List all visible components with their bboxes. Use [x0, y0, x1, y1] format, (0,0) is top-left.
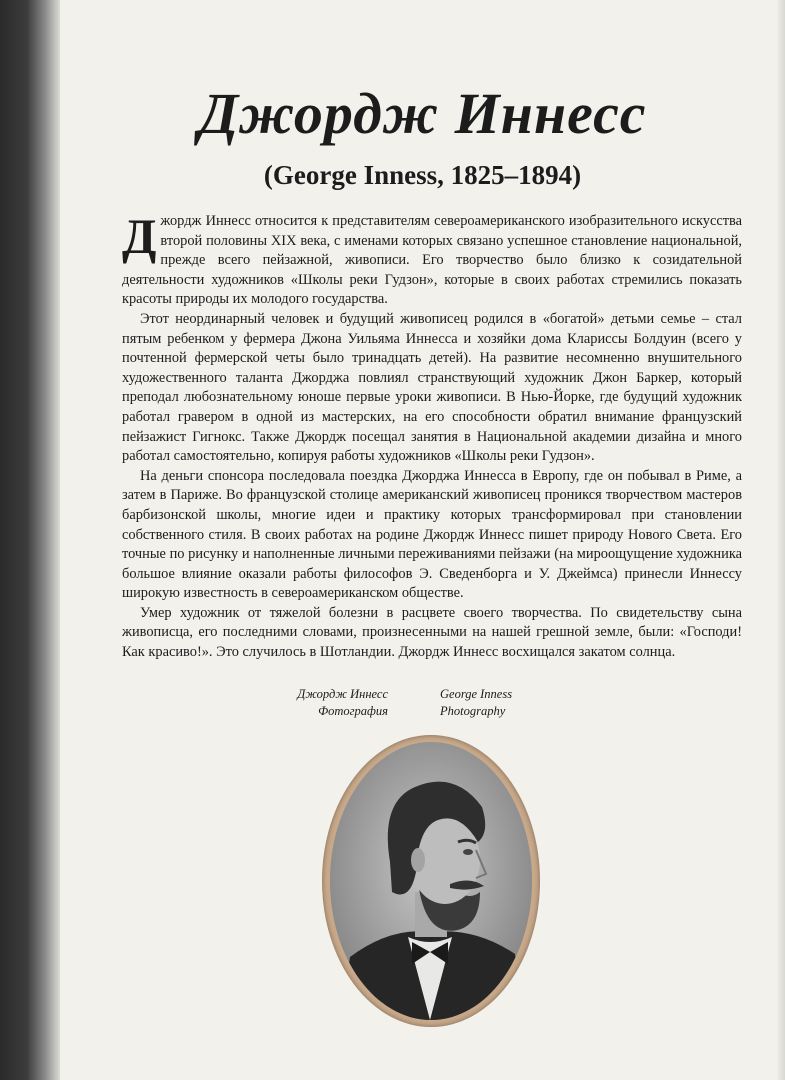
- paragraph-4: Умер художник от тяжелой болезни в расцвете своего творчества. По свидетельству сына живописца, его последними словами, произнесенными на нашей грешной земле, были: «Господи! Как красиво!». Это случилось в Шотландии. Джордж Иннесс восхищался закатом солнца.: [122, 604, 742, 661]
- drop-cap: Д: [122, 208, 157, 264]
- paragraph-3: На деньги спонсора последовала поездка Джорджа Иннесса в Европу, где он побывал в Риме, а затем в Париже. Во французской столице американский живописец проникся творчеством мастеров барбизонской школы, многие идеи и практику которых трансформировал при становлении собственного стиля. В своих работах на родине Джордж Иннесс пишет природу Нового Света. Его точные по рисунку и наполненные личными переживаниями пейзажи (на мироощущение художника большое влияние оказали работы философов Э. Сведенборга и У. Джеймса) принесли Иннессу широкую известность в североамериканском обществе.: [122, 467, 742, 602]
- article-body: [122, 208, 742, 663]
- portrait-illustration: [330, 742, 532, 1020]
- paragraph-2: Этот неординарный человек и будущий живописец родился в «богатой» детьми семье – стал пятым ребенком у фермера Джона Уильяма Иннесса и хозяйки дома Клариссы Болдуин (всего у почтенной фермерской четы было тринадцать детей). На развитие несомненно внушительного художественного таланта Джорджа повлиял странствующий художник Джон Баркер, который преподал любознательному юноше первые уроки живописи. В Нью-Йорке, где будущий художник работал гравером в одной из мастерских, на его способности обратил внимание французский пейзажист Гигнокс. Также Джордж посещал занятия в Национальной академии дизайна и много работал самостоятельно, копируя работы художников «Школы реки Гудзон».: [122, 310, 742, 465]
- paragraph-1-text: жордж Иннесс относится к представителям североамериканского изобразительного искусства второй половины XIX века, с именами которых связано успешное становление национальной, прежде всего пейзажной, живописи. Его творчество было близко к созидательной деятельности художников «Школы реки Гудзон», которые в своих работах стремились показать красоты природы их молодого государства.: [122, 213, 742, 308]
- page-edge: [777, 0, 785, 1080]
- page-subtitle: (George Inness, 1825–1894): [263, 160, 582, 190]
- paragraph-1: [122, 208, 742, 310]
- caption-english: [440, 686, 512, 720]
- caption-en-name: George Inness: [440, 687, 513, 701]
- caption-ru-name: Джордж Иннесс: [297, 687, 388, 701]
- page-title: Джордж Иннесс: [198, 81, 647, 146]
- caption-en-type: Photography: [440, 704, 506, 718]
- caption-russian: [297, 686, 388, 720]
- portrait-photograph: [330, 742, 532, 1020]
- book-spine-shadow: [0, 0, 60, 1080]
- caption-ru-type: Фотография: [318, 704, 388, 718]
